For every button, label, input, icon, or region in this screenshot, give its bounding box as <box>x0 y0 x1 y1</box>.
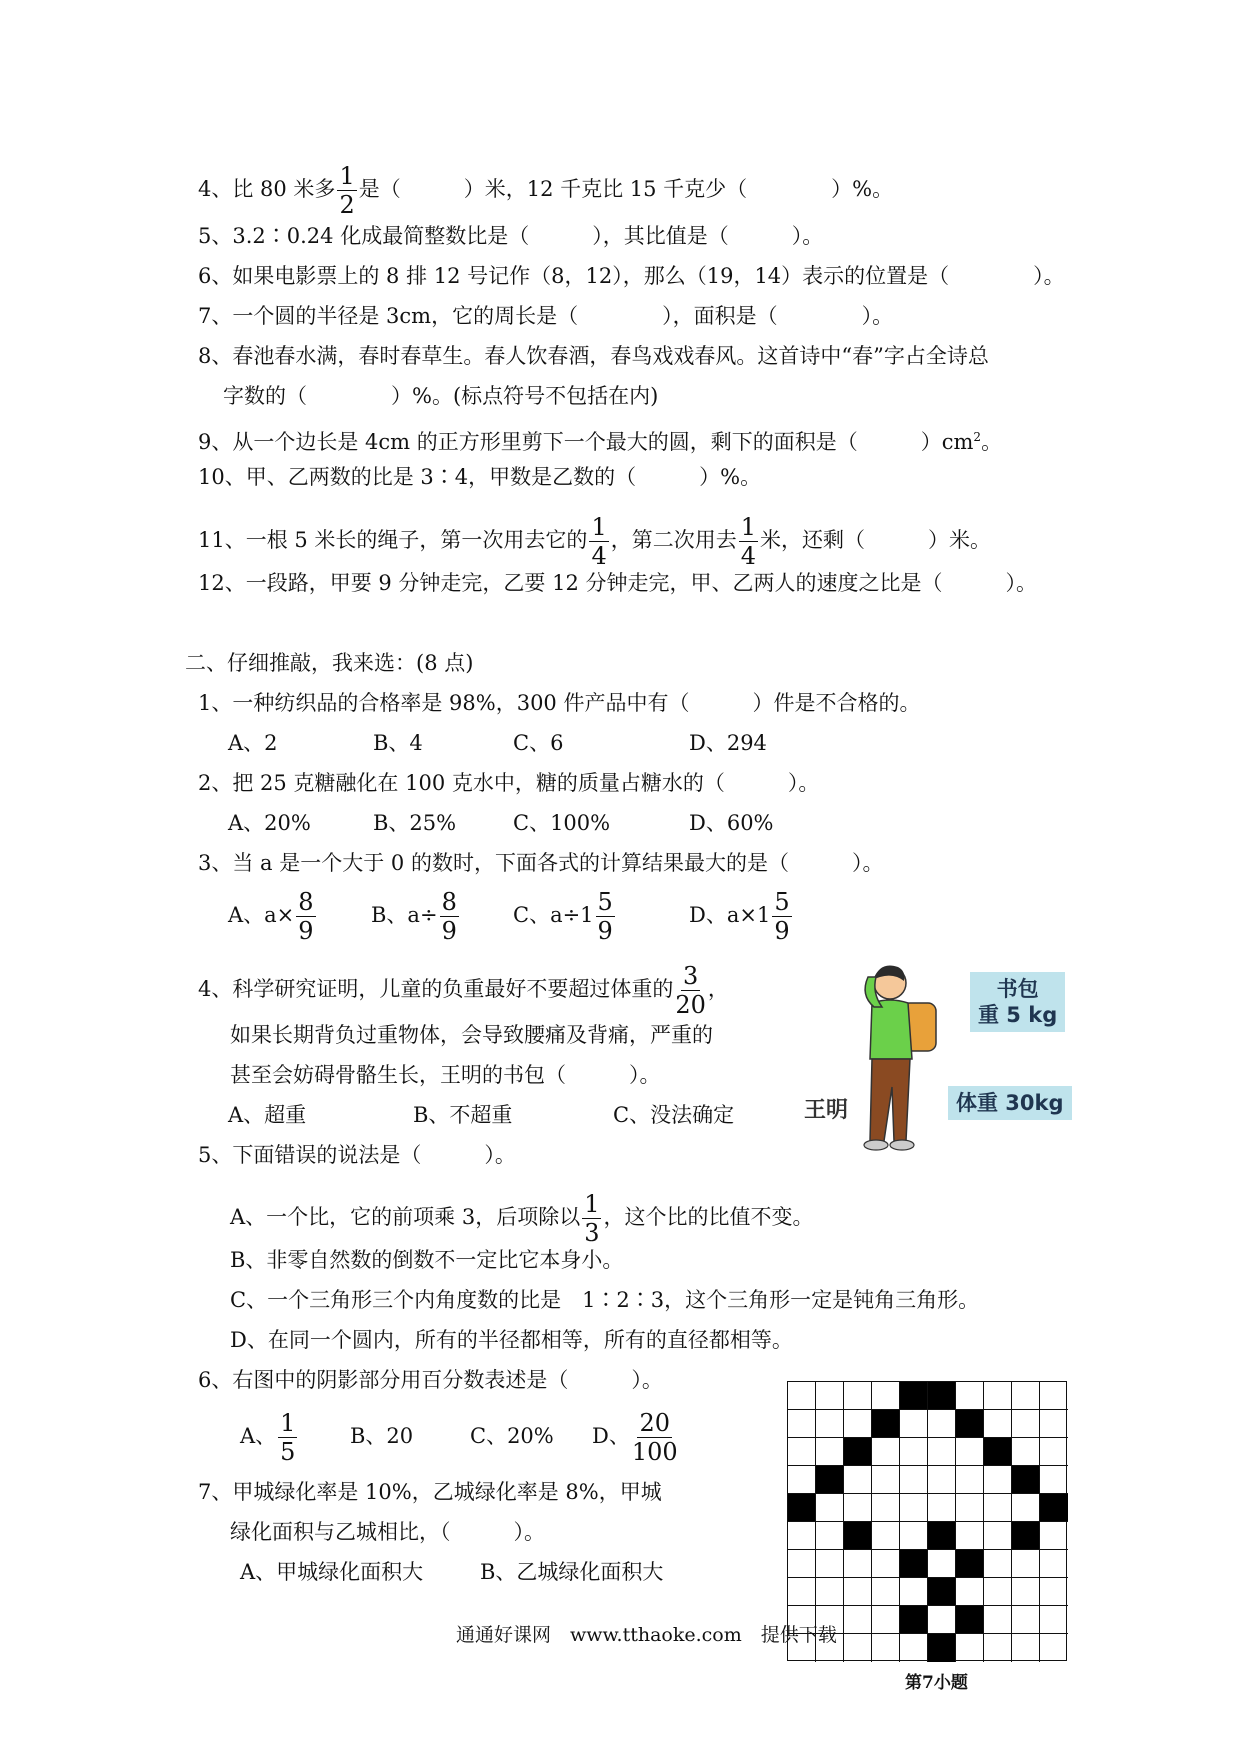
choice-5-option-d: D、在同一个圆内，所有的半径都相等，所有的直径都相等。 <box>230 1328 793 1352</box>
grid-cell <box>872 1606 900 1634</box>
grid-cell <box>844 1634 872 1662</box>
grid-cell <box>872 1494 900 1522</box>
body-weight-label: 体重 30kg <box>948 1086 1072 1120</box>
choice-question-7-line-2: 绿化面积与乙城相比，（ ）。 <box>230 1520 545 1544</box>
fraction: $\frac{5}{9}$ <box>597 888 613 945</box>
choice-options-2: A、20% B、25% C、100% D、60% <box>228 811 774 835</box>
grid-cell <box>844 1410 872 1438</box>
grid-cell <box>900 1410 928 1438</box>
grid-cell <box>844 1606 872 1634</box>
fraction: $\frac{8}{9}$ <box>441 888 457 945</box>
grid-cell <box>956 1578 984 1606</box>
grid-cell-shaded <box>1012 1466 1040 1494</box>
grid-cell <box>872 1522 900 1550</box>
grid-cell-shaded <box>900 1606 928 1634</box>
grid-cell <box>844 1466 872 1494</box>
grid-cell <box>1040 1634 1068 1662</box>
grid-cell <box>900 1438 928 1466</box>
fraction: $\frac{20}{100}$ <box>631 1409 678 1466</box>
grid-cell <box>956 1634 984 1662</box>
grid-cell <box>984 1382 1012 1410</box>
grid-cell <box>844 1494 872 1522</box>
choice-options-4: A、超重 B、不超重 C、没法确定 <box>228 1103 735 1127</box>
grid-cell <box>816 1578 844 1606</box>
choice-options-1: A、2 B、4 C、6 D、294 <box>228 731 767 755</box>
choice-5-option-b: B、非零自然数的倒数不一定比它本身小。 <box>230 1248 624 1272</box>
question-6: 6、如果电影票上的 8 排 12 号记作（8，12），那么（19，14）表示的位置是（ ）。 <box>198 264 1065 288</box>
grid-cell <box>1040 1410 1068 1438</box>
grid-cell <box>956 1522 984 1550</box>
grid-cell <box>1040 1578 1068 1606</box>
grid-cell <box>984 1634 1012 1662</box>
backpack-weight-label: 书包 重 5 kg <box>970 972 1065 1032</box>
grid-cell <box>1012 1494 1040 1522</box>
grid-cell-shaded <box>900 1550 928 1578</box>
question-11: 11、一根 5 米长的绳子，第一次用去它的 $\frac{1}{4}$ ，第二次用去 $\frac{1}{4}$ 米，还剩（ ）米。 <box>198 513 991 570</box>
grid-cell <box>900 1494 928 1522</box>
fraction: $\frac{5}{9}$ <box>774 888 790 945</box>
grid-cell <box>928 1494 956 1522</box>
boy-shirt <box>870 1000 912 1059</box>
grid-cell-shaded <box>816 1466 844 1494</box>
grid-cell <box>1012 1606 1040 1634</box>
shaded-grid-figure <box>787 1381 1067 1661</box>
choice-question-4-line-1: 4、科学研究证明，儿童的负重最好不要超过体重的 $\frac{3}{20}$ ， <box>198 962 729 1019</box>
fraction: $\frac{1}{5}$ <box>280 1409 296 1466</box>
grid-cell <box>1040 1438 1068 1466</box>
fraction: $\frac{1}{2}$ <box>339 162 355 219</box>
boy-left-shoe <box>864 1140 888 1150</box>
grid-cell <box>928 1466 956 1494</box>
choice-question-2: 2、把 25 克糖融化在 100 克水中，糖的质量占糖水的（ ）。 <box>198 771 820 795</box>
question-12: 12、一段路，甲要 9 分钟走完，乙要 12 分钟走完，甲、乙两人的速度之比是（ ）。 <box>198 571 1038 595</box>
grid-cell <box>1012 1382 1040 1410</box>
grid-cell-shaded <box>956 1410 984 1438</box>
grid-cell <box>872 1438 900 1466</box>
grid-cell <box>928 1606 956 1634</box>
grid-cell <box>1012 1578 1040 1606</box>
grid-cell <box>956 1438 984 1466</box>
grid-cell <box>816 1410 844 1438</box>
grid-cell <box>844 1578 872 1606</box>
grid-cell <box>1040 1606 1068 1634</box>
grid-cell <box>1040 1466 1068 1494</box>
grid-cell <box>844 1550 872 1578</box>
choice-question-3: 3、当 a 是一个大于 0 的数时，下面各式的计算结果最大的是（ ）。 <box>198 851 884 875</box>
grid-caption: 第7小题 <box>905 1673 968 1693</box>
question-10: 10、甲、乙两数的比是 3∶4，甲数是乙数的（ ）%。 <box>198 465 762 489</box>
grid-cell <box>872 1550 900 1578</box>
grid-cell <box>928 1410 956 1438</box>
fraction: $\frac{8}{9}$ <box>298 888 314 945</box>
grid-cell <box>844 1382 872 1410</box>
grid-cell <box>816 1382 844 1410</box>
boy-right-shoe <box>890 1140 914 1150</box>
grid-cell <box>928 1438 956 1466</box>
grid-cell-shaded <box>928 1634 956 1662</box>
choice-options-7: A、甲城绿化面积大 B、乙城绿化面积大 <box>240 1560 664 1584</box>
grid-cell-shaded <box>1012 1522 1040 1550</box>
grid-cell <box>984 1522 1012 1550</box>
grid-cell-shaded <box>928 1382 956 1410</box>
grid-cell-shaded <box>928 1578 956 1606</box>
grid-cell <box>984 1410 1012 1438</box>
fraction: $\frac{1}{4}$ <box>740 513 756 570</box>
choice-options-3: A、a× $\frac{8}{9}$ B、a÷ $\frac{8}{9}$ C、a÷1 $\frac{5}{9}$ D、a×1 $\frac{5}{9}$ <box>228 888 790 945</box>
question-5: 5、3.2∶0.24 化成最简整数比是（ ），其比值是（ ）。 <box>198 224 824 248</box>
fraction: $\frac{1}{4}$ <box>591 513 607 570</box>
grid-cell <box>816 1494 844 1522</box>
grid-cell-shaded <box>900 1382 928 1410</box>
grid-cell <box>984 1494 1012 1522</box>
grid-cell <box>928 1550 956 1578</box>
grid-cell <box>1012 1550 1040 1578</box>
grid-cell-shaded <box>956 1550 984 1578</box>
grid-cell <box>788 1438 816 1466</box>
choice-question-7-line-1: 7、甲城绿化率是 10%，乙城绿化率是 8%，甲城 <box>198 1480 662 1504</box>
grid-cell-shaded <box>788 1494 816 1522</box>
grid-cell <box>788 1466 816 1494</box>
question-4: 4、比 80 米多 $\frac{1}{2}$ 是（ ）米，12 千克比 15 千克少（ ）%。 <box>198 162 894 219</box>
grid-cell-shaded <box>984 1438 1012 1466</box>
choice-5-option-c: C、一个三角形三个内角度数的比是 1∶2∶3，这个三角形一定是钝角三角形。 <box>230 1288 980 1312</box>
question-7: 7、一个圆的半径是 3cm，它的周长是（ ），面积是（ ）。 <box>198 304 894 328</box>
grid-cell <box>816 1522 844 1550</box>
footer-credit: 通通好课网 www.tthaoke.com 提供下载 <box>456 1624 837 1646</box>
grid-cell <box>900 1522 928 1550</box>
grid-cell <box>900 1578 928 1606</box>
boy-with-backpack-illustration <box>850 955 950 1155</box>
grid-cell <box>788 1382 816 1410</box>
grid-cell <box>788 1578 816 1606</box>
grid-cell <box>872 1466 900 1494</box>
grid-cell <box>984 1578 1012 1606</box>
grid-cell <box>984 1550 1012 1578</box>
grid-cell-shaded <box>928 1522 956 1550</box>
grid-cell-shaded <box>956 1606 984 1634</box>
boy-name-label: 王明 <box>804 1097 849 1123</box>
grid-cell <box>956 1466 984 1494</box>
grid-cell <box>900 1634 928 1662</box>
grid-cell <box>1040 1550 1068 1578</box>
grid-cell <box>1040 1522 1068 1550</box>
grid-cell <box>900 1466 928 1494</box>
grid-cell <box>872 1634 900 1662</box>
grid-cell <box>816 1438 844 1466</box>
question-8-line-2: 字数的（ ）%。(标点符号不包括在内) <box>223 384 659 408</box>
grid-cell <box>1012 1634 1040 1662</box>
choice-question-4-line-2: 如果长期背负过重物体，会导致腰痛及背痛，严重的 <box>230 1023 713 1047</box>
grid-cell-shaded <box>844 1438 872 1466</box>
choice-options-6: A、 $\frac{1}{5}$ B、20 C、20% D、 $\frac{20}{100}$ <box>240 1409 678 1466</box>
grid-cell-shaded <box>844 1522 872 1550</box>
grid-cell <box>816 1550 844 1578</box>
fraction: $\frac{1}{3}$ <box>584 1190 600 1247</box>
fraction: $\frac{3}{20}$ <box>675 962 706 1019</box>
section-heading: 二、仔细推敲，我来选：(8 点) <box>185 651 474 675</box>
grid-cell-shaded <box>872 1410 900 1438</box>
boy-pants <box>870 1059 910 1141</box>
grid-cell <box>956 1382 984 1410</box>
choice-question-6: 6、右图中的阴影部分用百分数表述是（ ）。 <box>198 1368 663 1392</box>
grid-cell <box>872 1578 900 1606</box>
grid-cell <box>984 1606 1012 1634</box>
grid-cell <box>788 1522 816 1550</box>
grid-cell <box>1040 1382 1068 1410</box>
grid-cell <box>984 1466 1012 1494</box>
grid-cell <box>1012 1438 1040 1466</box>
grid-cell <box>1012 1410 1040 1438</box>
question-8-line-1: 8、春池春水满，春时春草生。春人饮春酒，春鸟戏戏春风。这首诗中“春”字占全诗总 <box>198 344 989 368</box>
grid-cell <box>788 1410 816 1438</box>
grid-cell <box>956 1494 984 1522</box>
choice-5-option-a: A、一个比，它的前项乘 3，后项除以 $\frac{1}{3}$ ，这个比的比值不变。 <box>230 1190 814 1247</box>
choice-question-4-line-3: 甚至会妨碍骨骼生长，王明的书包（ ）。 <box>230 1063 661 1087</box>
grid-cell <box>788 1550 816 1578</box>
grid-cell <box>872 1382 900 1410</box>
question-9: 9、从一个边长是 4cm 的正方形里剪下一个最大的圆，剩下的面积是（ ）$cm^2$。 <box>198 430 1003 454</box>
choice-question-5: 5、下面错误的说法是（ ）。 <box>198 1143 516 1167</box>
choice-question-1: 1、一种纺织品的合格率是 98%，300 件产品中有（ ）件是不合格的。 <box>198 691 921 715</box>
grid-cell-shaded <box>1040 1494 1068 1522</box>
